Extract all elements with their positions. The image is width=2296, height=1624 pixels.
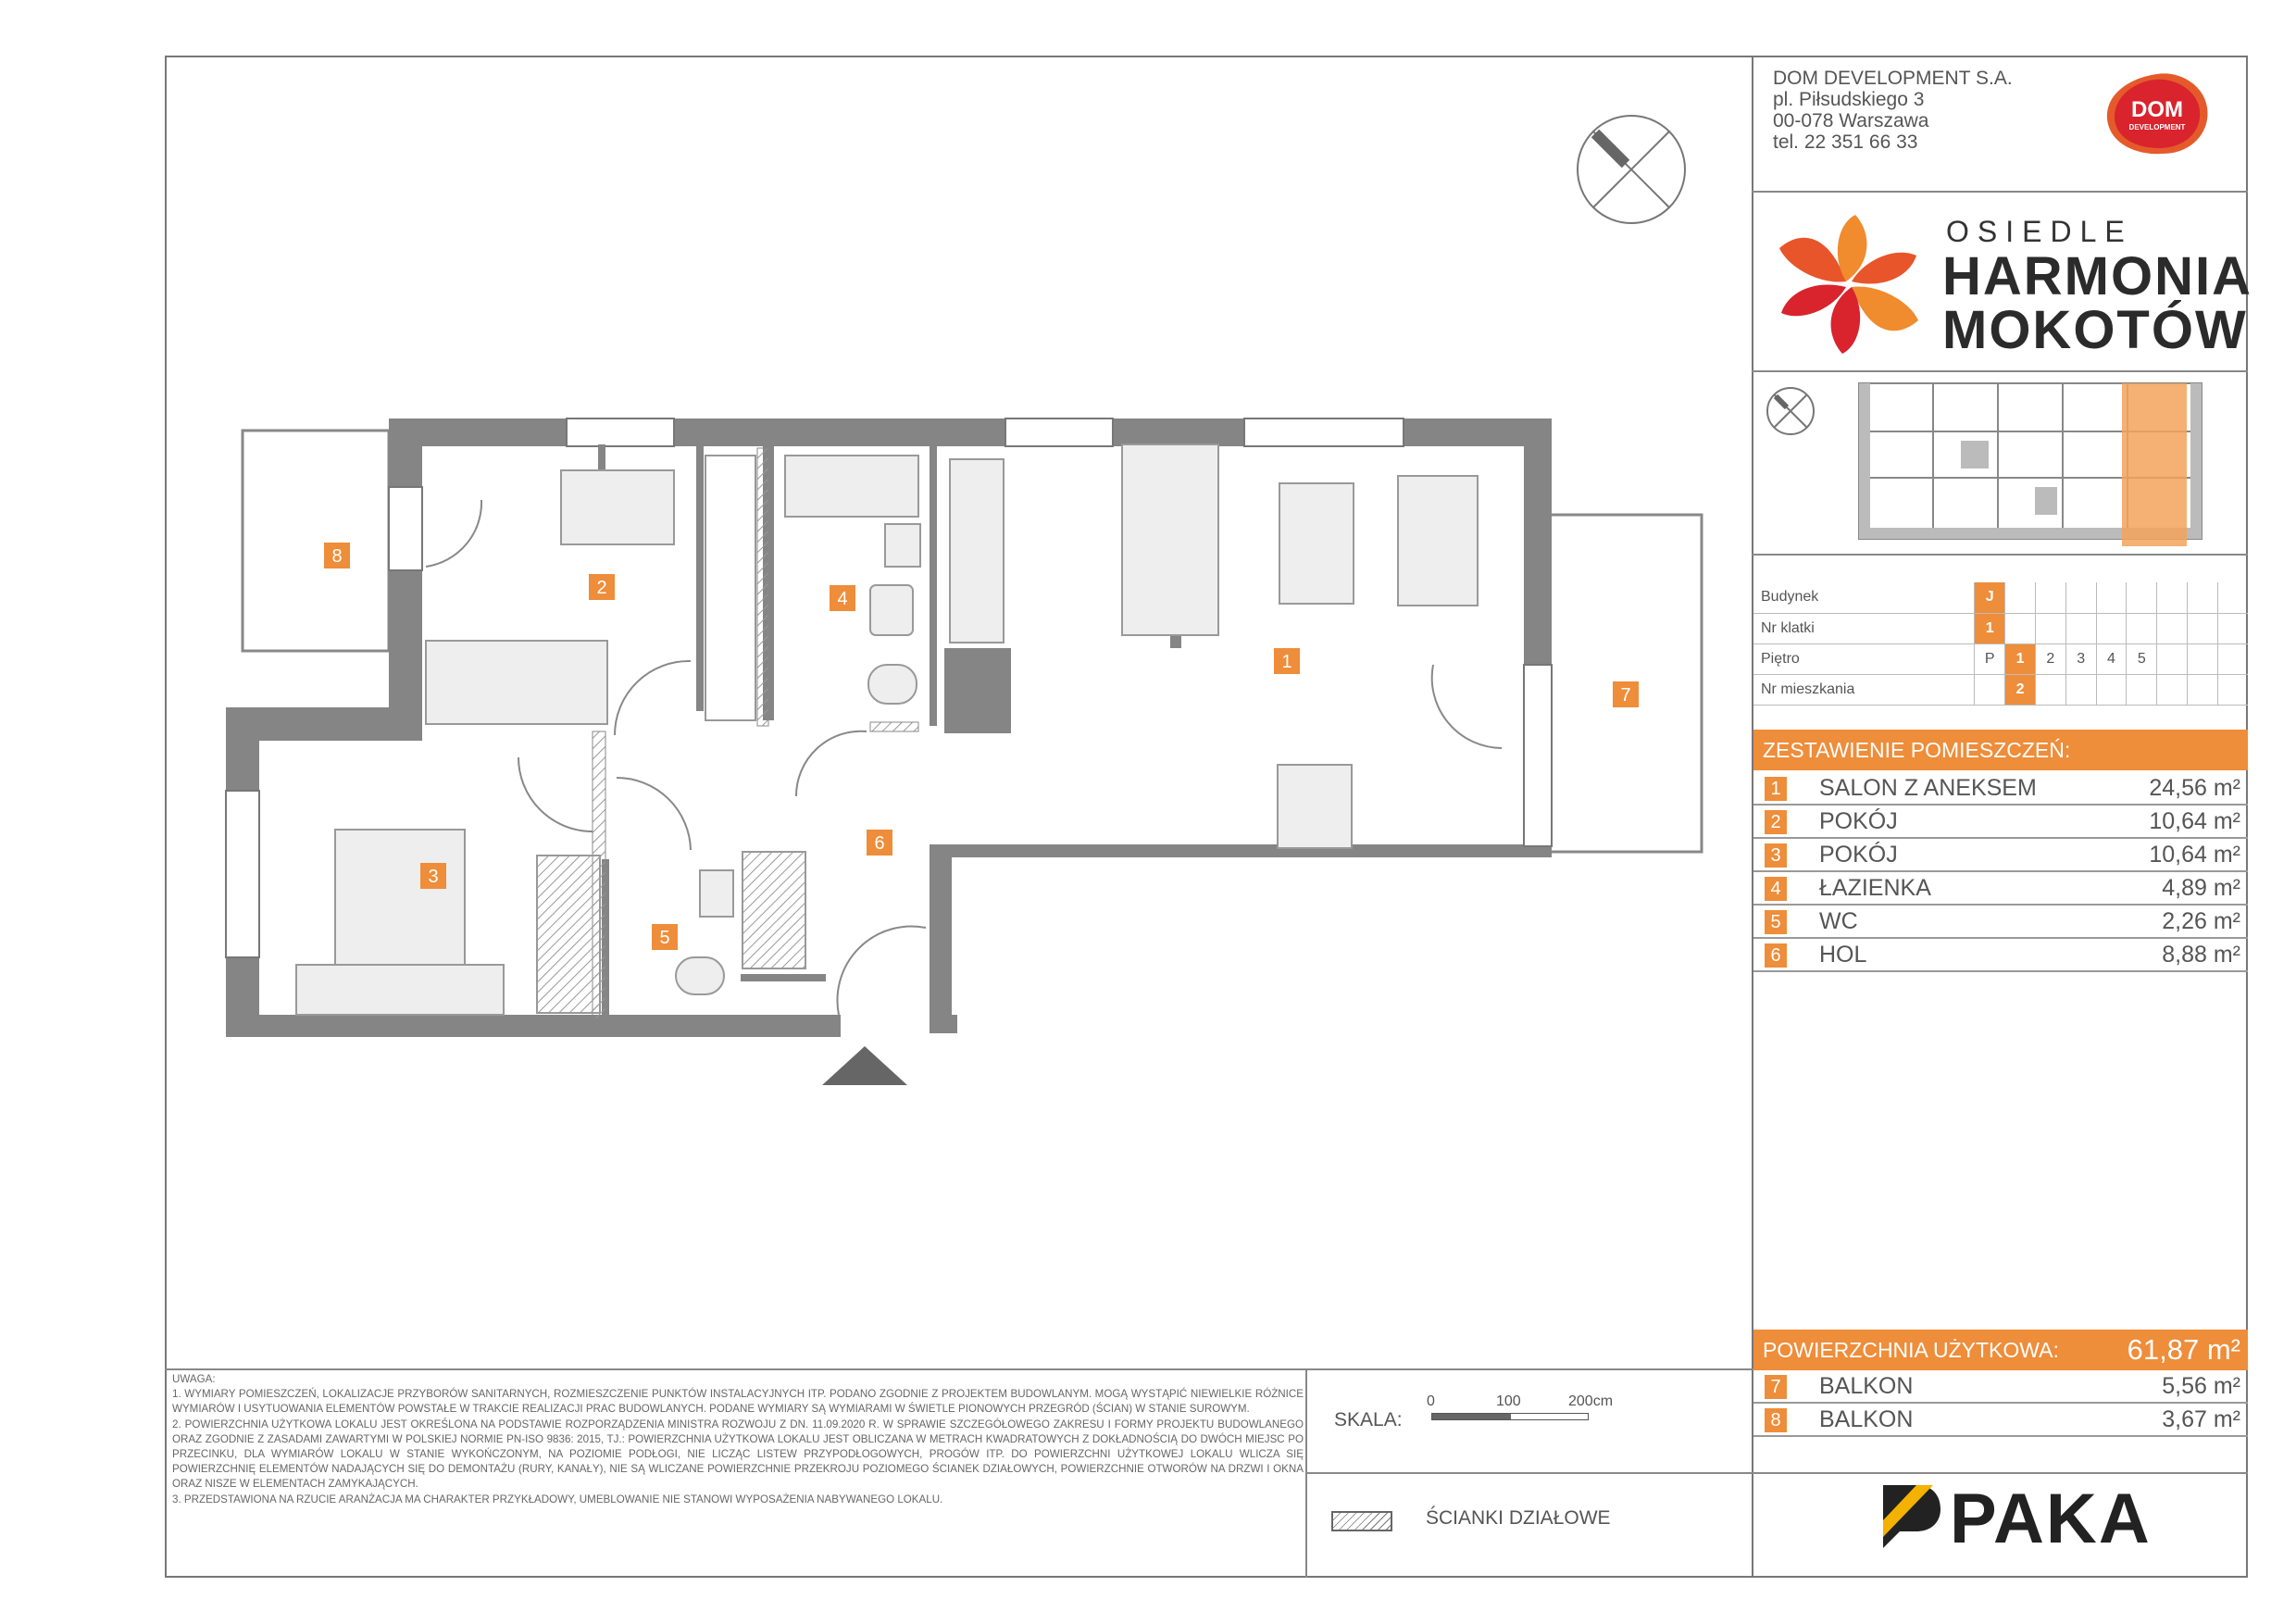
info-row-label: Nr mieszkania <box>1753 674 1975 705</box>
scale-label: SKALA: <box>1334 1409 1403 1430</box>
scale-tick-100: 100 <box>1496 1393 1521 1409</box>
svg-text:1: 1 <box>1281 652 1292 672</box>
usable-area-label: POWIERZCHNIA UŻYTKOWA: <box>1763 1338 2059 1362</box>
room-number: 2 <box>1765 810 1787 834</box>
room-number: 8 <box>1765 1408 1787 1432</box>
room-area: 5,56 m² <box>2162 1373 2240 1399</box>
company-street: pl. Piłsudskiego 3 <box>1773 89 1925 110</box>
svg-text:2: 2 <box>596 578 607 598</box>
svg-text:7: 7 <box>1620 685 1631 706</box>
partition-legend-label: ŚCIANKI DZIAŁOWE <box>1426 1507 1611 1529</box>
room-label-3 <box>420 863 446 889</box>
room-number: 1 <box>1765 777 1787 801</box>
room-area: 3,67 m² <box>2162 1406 2240 1432</box>
paka-logo-text: PAKA <box>1950 1480 2152 1558</box>
room-area: 10,64 m² <box>2149 808 2240 834</box>
room-name: WC <box>1819 908 1858 934</box>
usable-area-total: 61,87 m² <box>2127 1333 2240 1366</box>
compass-icon <box>1578 116 1685 223</box>
info-row-label: Piętro <box>1753 643 1975 674</box>
company-name: DOM DEVELOPMENT S.A. <box>1773 68 2013 89</box>
notes-title: UWAGA: <box>172 1373 216 1385</box>
svg-text:5: 5 <box>659 928 670 948</box>
info-row-label: Budynek <box>1753 582 1975 613</box>
room-label-8 <box>324 543 350 568</box>
room-number: 4 <box>1765 877 1787 901</box>
room-label-1 <box>1274 648 1300 674</box>
note-item-3: 3. PRZEDSTAWIONA NA RZUCIE ARANŻACJA MA CHARAKTER PRZYKŁADOWY, UMEBLOWANIE NIE STANOWI WYPOSAŻENIA NABYWANEGO LOKALU. <box>172 1493 943 1505</box>
info-cell: 5 <box>2127 643 2157 674</box>
room-name: HOL <box>1819 942 1867 968</box>
svg-text:3: 3 <box>428 867 439 887</box>
info-cell: 3 <box>2065 643 2096 674</box>
room-label-6 <box>867 830 892 856</box>
room-number: 7 <box>1765 1375 1787 1399</box>
info-row-label: Nr klatki <box>1753 613 1975 643</box>
info-cell: 2 <box>2035 643 2065 674</box>
estate-name-line1: HARMONIA <box>1942 246 2252 306</box>
room-label-2 <box>589 574 615 600</box>
svg-text:8: 8 <box>331 546 343 567</box>
company-city: 00-078 Warszawa <box>1773 110 1929 131</box>
info-cell: P <box>1975 643 2005 674</box>
room-label-7 <box>1613 681 1639 707</box>
room-label-5 <box>652 924 678 950</box>
balcony-8 <box>243 431 389 651</box>
room-name: POKÓJ <box>1819 808 1898 834</box>
entrance-arrow-icon <box>822 1046 907 1085</box>
scale-tick-200: 200cm <box>1568 1393 1614 1409</box>
svg-text:6: 6 <box>874 833 885 854</box>
rooms-header-label: ZESTAWIENIE POMIESZCZEŃ: <box>1763 738 2071 762</box>
estate-name-line2: MOKOTÓW <box>1942 300 2248 360</box>
room-name: BALKON <box>1819 1406 1914 1432</box>
info-cell: 1 <box>2005 643 2036 674</box>
dom-logo-subtext: DEVELOPMENT <box>2128 123 2186 131</box>
room-name: BALKON <box>1819 1373 1914 1399</box>
room-number: 6 <box>1765 943 1787 968</box>
room-name: ŁAZIENKA <box>1819 875 1931 901</box>
note-item-2: 2. POWIERZCHNIA UŻYTKOWA LOKALU JEST OKREŚLONA NA PODSTAWIE ROZPORZĄDZENIA MINISTRA ROZWOJU Z DN. 11.09.2020 R. W SPRAWIE SZCZEGÓŁOWEGO ZAKRESU I FORMY PROJEKTU BUDOWLANEGO ORAZ ZGODNIE Z ZASADAMI ZAWARTYMI W POLSKIEJ NORMIE PN-ISO 9836: 2015, TJ.: POWIERZCHNIA UŻYTKOWA LOKALU JEST OBLICZANA W METRACH KWADRATOWYCH Z DOKŁADNOŚCIĄ DO DWÓCH MIEJSC PO PRZECINKU, DLA WYMIARÓW LOKALU W STANIE WYKOŃCZONYM, NA POZIOMIE PODŁOGI, NIE LICZĄC LISTEW PRZYPODŁOGOWYCH, PROGÓW ITP. DO POWIERZCHNI UŻYTKOWEJ LOKALU WLICZA SIĘ POWIERZCHNIĘ ELEMENTÓW NADAJĄCYCH SIĘ DO DEMONTAŻU (RURY, KANAŁY), NIE SĄ WLICZANE POWIERZCHNIE PRZEKROJU POZIOMEGO ŚCIANEK DZIAŁOWYCH, POWIERZCHNIE OTWORÓW NA DRZWI I OKNA ORAZ NISZE W ELEMENTACH ZAMYKAJĄCYCH. <box>172 1418 1304 1491</box>
room-number: 3 <box>1765 843 1787 868</box>
room-number: 5 <box>1765 910 1787 934</box>
room-area: 10,64 m² <box>2149 842 2240 868</box>
room-area: 24,56 m² <box>2149 775 2240 801</box>
info-cell: 1 <box>1975 613 2005 643</box>
svg-text:4: 4 <box>837 589 848 609</box>
room-area: 4,89 m² <box>2162 875 2240 901</box>
room-name: POKÓJ <box>1819 842 1898 868</box>
company-phone: tel. 22 351 66 33 <box>1773 131 1918 153</box>
room-area: 2,26 m² <box>2162 908 2240 934</box>
info-cell: 2 <box>2005 674 2036 705</box>
room-name: SALON Z ANEKSEM <box>1819 775 2037 801</box>
info-cell: J <box>1975 582 2005 613</box>
note-item-1: 1. WYMIARY POMIESZCZEŃ, LOKALIZACJE PRZYBORÓW SANITARNYCH, ROZMIESZCZENIE PUNKTÓW INSTALACYJNYCH ITP. PODANO ZGODNIE Z PROJEKTEM BUDOWLANYM. MOGĄ WYSTĄPIĆ NIEWIELKIE RÓŻNICE WYMIARÓW I USYTUOWANIA ELEMENTÓW POWSTAŁE W TRAKCIE REALIZACJI PRAC BUDOWLANYCH. PODANE WYMIARY SĄ WYMIARAMI W ŚWIETLE PIONOWYCH PRZEGRÓD (ŚCIAN) W STANIE SUROWYM. <box>172 1388 1304 1416</box>
scale-tick-0: 0 <box>1427 1393 1435 1409</box>
room-label-4 <box>830 585 855 611</box>
dom-logo-text: DOM <box>2131 97 2183 122</box>
room-area: 8,88 m² <box>2162 942 2240 968</box>
info-cell: 4 <box>2096 643 2127 674</box>
estate-prefix: OSIEDLE <box>1946 215 2133 248</box>
